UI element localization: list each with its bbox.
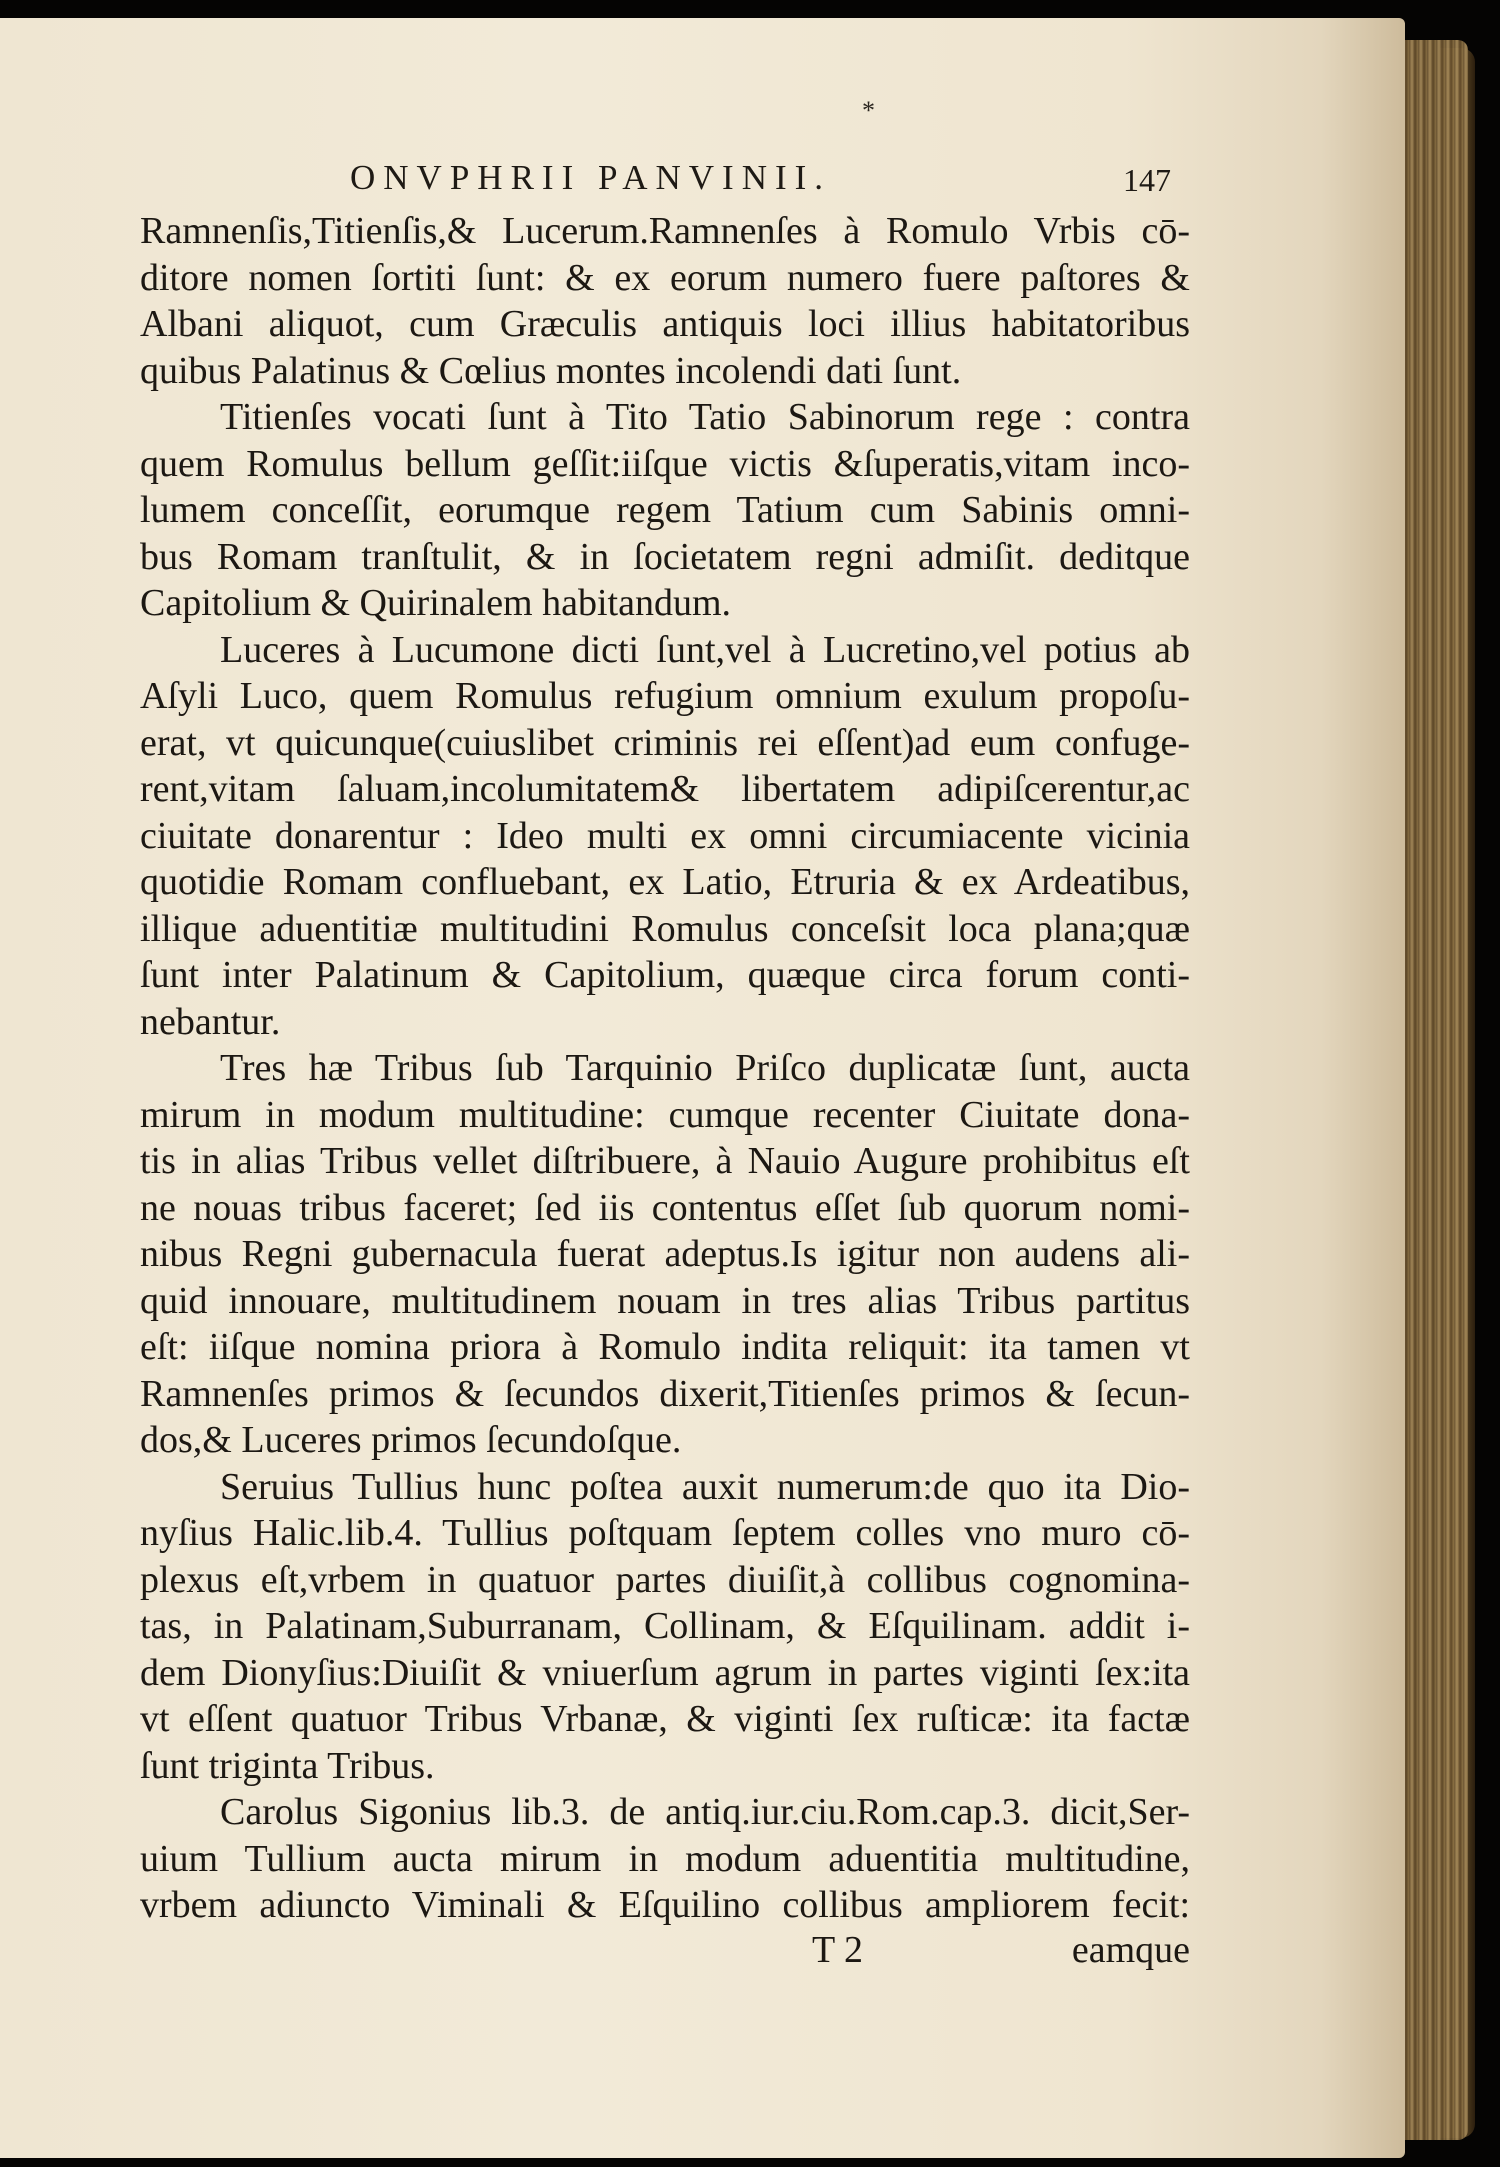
text-line: erat, vt quicunque(cuiuslibet criminis rei eſſent)ad eum confuge- (140, 721, 1190, 764)
text-line: mirum in modum multitudine: cumque recenter Ciuitate dona- (140, 1093, 1190, 1136)
book-page (0, 18, 1405, 2158)
text-line: quotidie Romam confluebant, ex Latio, Etruria & ex Ardeatibus, (140, 861, 1190, 903)
text-line: Seruius Tullius hunc poſtea auxit numerum:de quo ita Dio- (220, 1465, 1190, 1508)
signature-mark: T 2 (812, 1929, 864, 1971)
text-line: tas, in Palatinam,Suburranam, Collinam, & Eſquilinam. addit i- (140, 1605, 1190, 1647)
catchword: eamque (1071, 1929, 1190, 1971)
text-line: ſunt inter Palatinum & Capitolium, quæque circa forum conti- (140, 954, 1190, 996)
text-line: Albani aliquot, cum Græculis antiquis loci illius habitatoribus (140, 303, 1190, 345)
text-line: quem Romulus bellum geſſit:iiſque victis &ſuperatis,vitam inco- (140, 442, 1190, 485)
text-line: quibus Palatinus & Cœlius montes incolendi dati ſunt. (140, 349, 962, 392)
text-line: dos,& Luceres primos ſecundoſque. (140, 1419, 682, 1461)
page-edges (1400, 40, 1468, 2140)
text-line: lumem conceſſit, eorumque regem Tatium cum Sabinis omni- (140, 489, 1190, 531)
page-footer (140, 1928, 1190, 1978)
text-line: ne nouas tribus faceret; ſed iis contentus eſſet ſub quorum nomi- (140, 1186, 1190, 1229)
text-line: plexus eſt,vrbem in quatuor partes diuiſit,à collibus cognomina- (140, 1558, 1190, 1601)
text-line: nebantur. (140, 1000, 281, 1043)
text-line: bus Romam tranſtulit, & in ſocietatem regni admiſit. deditque (140, 535, 1190, 578)
text-line: vrbem adiuncto Viminali & Eſquilino collibus ampliorem fecit: (140, 1884, 1190, 1926)
text-line: rent,vitam ſaluam,incolumitatem& libertatem adipiſcerentur,ac (140, 768, 1190, 810)
text-line: Aſyli Luco, quem Romulus refugium omnium exulum propoſu- (140, 675, 1190, 717)
text-line: Tres hæ Tribus ſub Tarquinio Priſco duplicatæ ſunt, aucta (220, 1047, 1190, 1089)
text-line: nyſius Halic.lib.4. Tullius poſtquam ſeptem colles vno muro cō- (140, 1512, 1190, 1554)
text-line: quid innouare, multitudinem nouam in tres alias Tribus partitus (140, 1279, 1190, 1322)
running-title: ONVPHRII PANVINII. (350, 158, 832, 197)
text-line: Ramnenſis,Titienſis,& Lucerum.Ramnenſes à Romulo Vrbis cō- (140, 210, 1190, 252)
text-line: ditore nomen ſortiti ſunt: & ex eorum numero fuere paſtores & (140, 256, 1190, 299)
text-line: Ramnenſes primos & ſecundos dixerit,Titienſes primos & ſecun- (140, 1372, 1190, 1415)
text-line: Luceres à Lucumone dicti ſunt,vel à Lucretino,vel potius ab (220, 628, 1190, 671)
text-line: ſunt triginta Tribus. (140, 1744, 435, 1787)
text-line: nibus Regni gubernacula fuerat adeptus.Is igitur non audens ali- (140, 1233, 1190, 1275)
running-head (350, 158, 1171, 208)
text-line: illique aduentitiæ multitudini Romulus conceſsit loca plana;quæ (140, 907, 1190, 950)
text-line: Carolus Sigonius lib.3. de antiq.iur.ciu.Rom.cap.3. dicit,Ser- (220, 1791, 1190, 1833)
text-line: Capitolium & Quirinalem habitandum. (140, 582, 732, 624)
text-line: eſt: iiſque nomina priora à Romulo indita reliquit: ita tamen vt (140, 1326, 1190, 1368)
text-line: ciuitate donarentur : Ideo multi ex omni circumiacente vicinia (140, 814, 1190, 857)
text-line: Titienſes vocati ſunt à Tito Tatio Sabinorum rege : contra (220, 396, 1190, 438)
text-line: tis in alias Tribus vellet diſtribuere, à Nauio Augure prohibitus eſt (140, 1140, 1190, 1182)
page-number: 147 (1123, 162, 1171, 198)
text-line: vt eſſent quatuor Tribus Vrbanæ, & viginti ſex ruſticæ: ita factæ (140, 1698, 1190, 1740)
text-line: dem Dionyſius:Diuiſit & vniuerſum agrum in partes viginti ſex:ita (140, 1651, 1190, 1694)
text-line: uium Tullium aucta mirum in modum aduentitia multitudine, (140, 1837, 1190, 1880)
text-block (140, 208, 1190, 1929)
top-mark: * (862, 96, 875, 125)
